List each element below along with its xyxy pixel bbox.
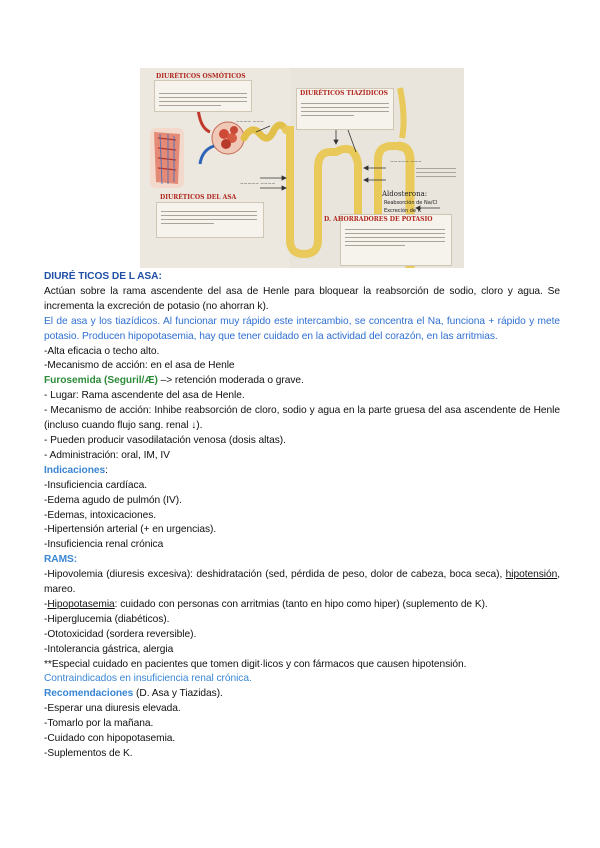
indicaciones-title: Indicaciones: xyxy=(44,464,108,476)
list-item: - Administración: oral, IM, IV xyxy=(44,449,170,461)
osmotic-info-box xyxy=(154,80,252,112)
list-item: -Edema agudo de pulmón (IV). xyxy=(44,494,182,506)
aldosterona-title: Aldosterona: xyxy=(382,190,428,198)
label-tiazidicos: DIURÉTICOS TIAZÍDICOS xyxy=(300,90,388,97)
warning-note: **Especial cuidado en pacientes que tomen digit·licos y con fármacos que causen hipotensión. xyxy=(44,658,467,670)
list-item: -Tomarlo por la mañana. xyxy=(44,718,154,730)
nephron-diuretics-figure xyxy=(140,68,464,268)
list-item: -Hipopotasemia: cuidado con personas con arritmias (tanto en hipo como hiper) (suplemento de K). xyxy=(44,598,488,610)
kidney-thumbnail xyxy=(150,128,184,188)
document-body xyxy=(44,270,560,762)
fig-note-1: ~~~~ ~~~ xyxy=(236,120,264,125)
list-item: -Intolerancia gástrica, alergia xyxy=(44,643,174,655)
note-paragraph: El de asa y los tiazídicos. Al funcionar muy rápido este intercambio, se concentra el Na, funciona + rápido y mete potasio. Producen hipopotasemia, hay que tener cuidado en la actividad del corazón, en las arritmias. xyxy=(44,315,560,342)
aldosterona-line-2: Excreción de K xyxy=(384,208,421,214)
list-item: -Insuficiencia renal crónica xyxy=(44,539,164,551)
label-ahorradores: D. AHORRADORES DE POTASIO xyxy=(324,216,433,223)
list-item: - Lugar: Rama ascendente del asa de Henle. xyxy=(44,390,245,402)
label-asa: DIURÉTICOS DEL ASA xyxy=(160,194,237,201)
loop-info-box xyxy=(156,202,264,238)
contraindication-note: Contraindicados en insuficiencia renal crónica. xyxy=(44,673,252,685)
list-item: -Mecanismo de acción: en el asa de Henle xyxy=(44,360,235,372)
list-item: -Esperar una diuresis elevada. xyxy=(44,703,181,715)
furosemida-line xyxy=(44,374,560,389)
list-item: -Hiperglucemia (diabéticos). xyxy=(44,613,170,625)
list-item: -Cuidado con hipopotasemia. xyxy=(44,733,176,745)
fig-note-3: ~~~~~ ~~~ xyxy=(390,160,422,165)
section-title: DIURÉ TICOS DE L ASA: xyxy=(44,271,162,282)
label-osmoticos: DIURÉTICOS OSMÓTICOS xyxy=(156,73,246,80)
fig-note-2: ~~~~~ ~~~~ xyxy=(240,182,276,187)
furosemida-name: Furosemida (Seguril/Æ) xyxy=(44,375,158,387)
furosemida-desc: –> retención moderada o grave. xyxy=(157,375,304,387)
list-item: -Hipovolemia (diuresis excesiva): deshidratación (sed, pérdida de peso, dolor de cabeza, boca seca), hipotensión, mareo. xyxy=(44,569,560,596)
list-item: -Alta eficacia o techo alto. xyxy=(44,345,160,357)
list-item: - Mecanismo de acción: Inhibe reabsorción de cloro, sodio y agua en la parte gruesa del asa ascendente de Henle (incluso cuando flujo sang. renal ↓). xyxy=(44,405,560,432)
list-item: -Hipertensión arterial (+ en urgencias). xyxy=(44,524,217,536)
intro-paragraph: Actúan sobre la rama ascendente del asa de Henle para bloquear la reabsorción de sodio, cloro y agua. Se incrementa la excreción de potasio (no ahorran k). xyxy=(44,285,560,312)
rams-title: RAMS: xyxy=(44,554,78,566)
recomendaciones-title: Recomendaciones (D. Asa y Tiazidas). xyxy=(44,688,223,700)
aldosterona-line-1: Reabsorción de Na/Cl xyxy=(384,200,438,206)
fig-note-lines xyxy=(416,168,456,180)
list-item: -Suplementos de K. xyxy=(44,748,133,759)
list-item: - Pueden producir vasodilatación venosa (dosis altas). xyxy=(44,434,286,446)
list-item: -Edemas, intoxicaciones. xyxy=(44,509,157,521)
list-item: -Ototoxicidad (sordera reversible). xyxy=(44,628,197,640)
list-item: -Insuficiencia cardíaca. xyxy=(44,479,147,491)
